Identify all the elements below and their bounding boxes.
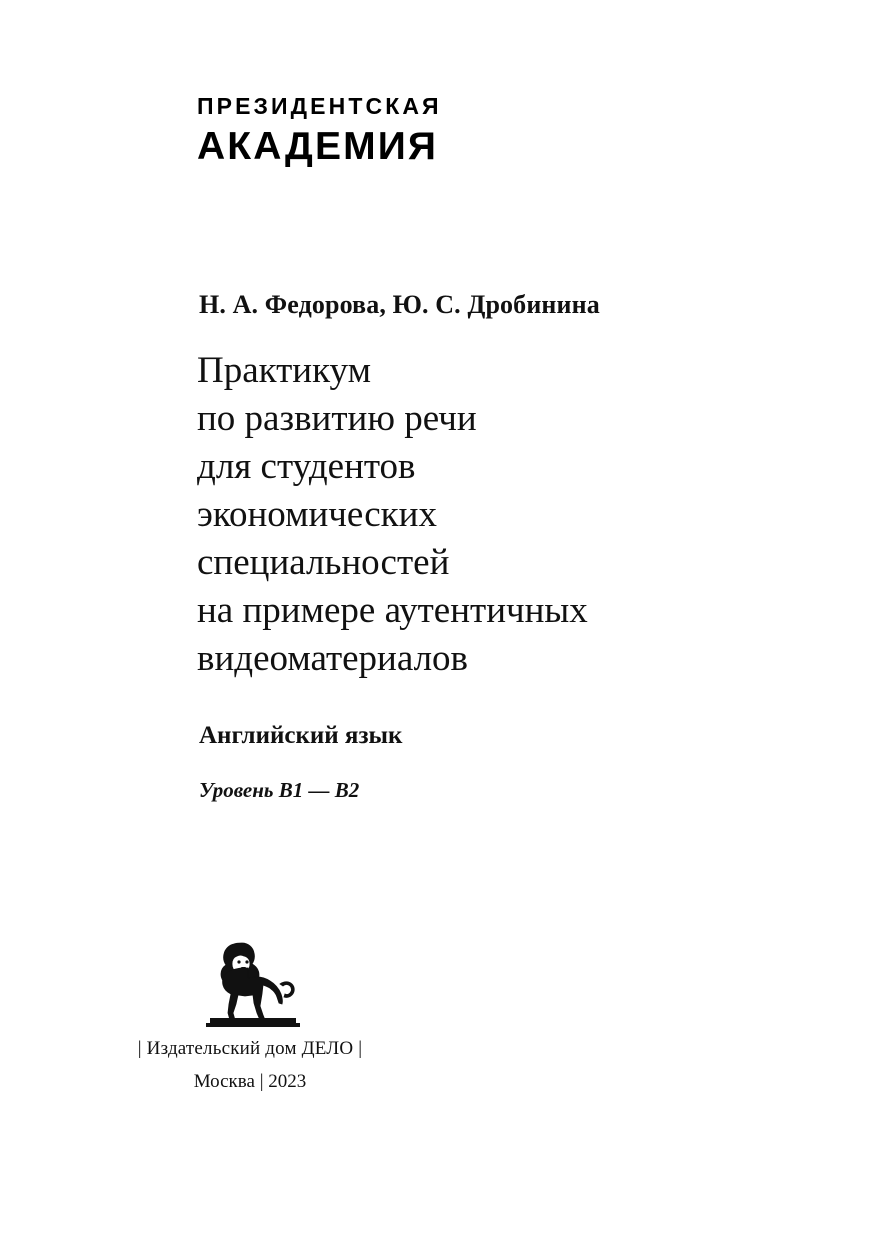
page-title — [197, 347, 757, 683]
level-label: Уровень B1 — B2 — [199, 778, 360, 802]
title-line: на примере аутентичных — [197, 590, 588, 631]
imprint-city-year: Москва | 2023 — [193, 1071, 307, 1092]
lion-emblem-icon — [196, 930, 316, 1035]
title-line: специальностей — [197, 542, 450, 583]
title-line: по развитию речи — [197, 398, 477, 439]
authors: Н. А. Федорова, Ю. С. Дробинина — [199, 290, 600, 319]
publisher-logotype-line1: ПРЕЗИДЕНТСКАЯ — [197, 93, 442, 119]
publisher-logotype-line2: АКАДЕМИЯ — [197, 125, 439, 168]
title-line: экономических — [197, 494, 437, 535]
publisher-logotype — [197, 95, 442, 166]
imprint — [0, 1038, 500, 1093]
imprint-publisher: | Издательский дом ДЕЛО | — [137, 1038, 363, 1059]
title-line: для студентов — [197, 446, 416, 487]
subtitle: Английский язык — [199, 722, 403, 749]
title-line: Практикум — [197, 350, 371, 391]
title-line: видеоматериалов — [197, 638, 469, 679]
